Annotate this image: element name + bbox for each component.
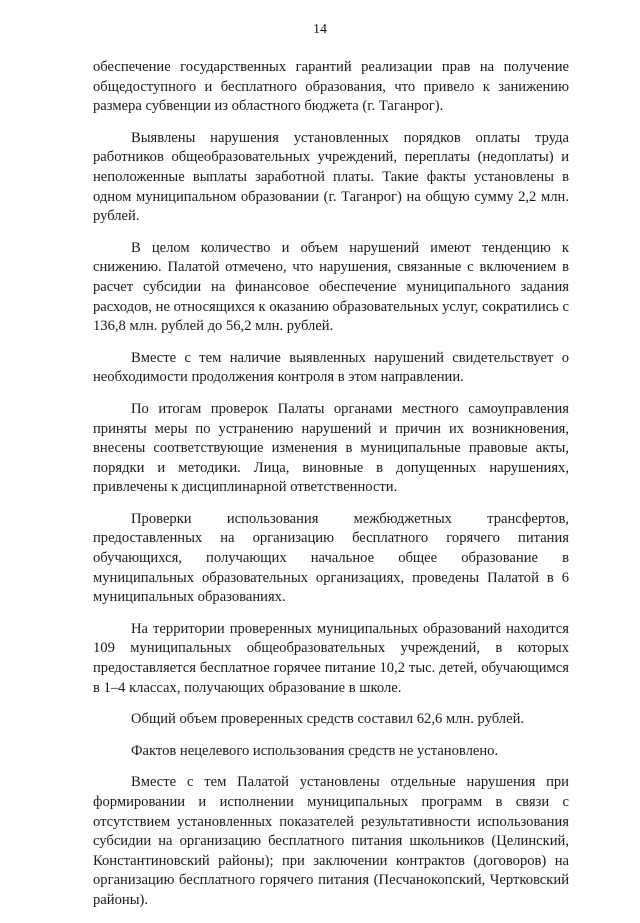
paragraph-wage-violations: Выявлены нарушения установленных порядков оплаты труда работников общеобразовательных учреждений, переплаты (недоплаты) и неположенные выплаты заработной платы. Такие факты установлены в одном муниципальном образовании (г. Таганрог) на общую сумму 2,2 млн. рублей. (93, 129, 569, 225)
page-number: 14 (313, 22, 327, 37)
paragraph-control-necessity: Вместе с тем наличие выявленных нарушений свидетельствует о необходимости продолжения контроля в этом направлении. (93, 349, 569, 386)
document-body (93, 58, 569, 923)
paragraph-measures-taken: По итогам проверок Палаты органами местного самоуправления приняты меры по устранению нарушений и причин их возникновения, внесены соответствующие изменения в муниципальные правовые акты, порядки и методики. Лица, виновные в допущенных нарушениях, привлечены к дисциплинарной ответственности. (93, 400, 569, 496)
paragraph-program-violations: Вместе с тем Палатой установлены отдельные нарушения при формировании и исполнении муниципальных программ в связи с отсутствием установленных показателей результативности использования субсидии на организацию бесплатного питания школьников (Целинский, Константиновский районы); при заключении контрактов (договоров) на организацию бесплатного горячего питания (Песчанокопский, Чертковский районы). (93, 774, 569, 908)
paragraph-violations-trend: В целом количество и объем нарушений имеют тенденцию к снижению. Палатой отмечено, что нарушения, связанные с включением в расчет субсидии на финансовое обеспечение муниципального задания расходов, не относящихся к оказанию образовательных услуг, сократились с 136,8 млн. рублей до 56,2 млн. рублей. (93, 239, 569, 335)
paragraph-funds-volume: Общий объем проверенных средств составил 62,6 млн. рублей. (131, 711, 525, 728)
paragraph-continuation: обеспечение государственных гарантий реализации прав на получение общедоступного и бесплатного образования, что привело к занижению размера субвенции из областного бюджета (г. Таганрог). (93, 59, 569, 115)
paragraph-transfer-audits: Проверки использования межбюджетных трансфертов, предоставленных на организацию бесплатного горячего питания обучающихся, получающих начальное общее образование в муниципальных образовательных организациях, проведены Палатой в 6 муниципальных образованиях. (93, 510, 569, 606)
paragraph-no-misuse: Фактов нецелевого использования средств не установлено. (131, 742, 499, 759)
paragraph-schools-count: На территории проверенных муниципальных образований находится 109 муниципальных общеобразовательных учреждений, в которых предоставляется бесплатное горячее питание 10,2 тыс. детей, обучающимся в 1–4 классах, получающих образование в школе. (93, 620, 569, 696)
